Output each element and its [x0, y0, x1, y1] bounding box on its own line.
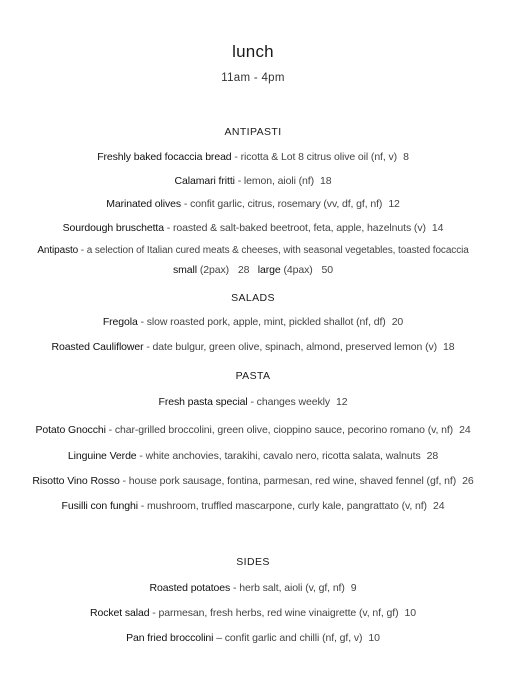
size-large-label: large — [257, 264, 281, 276]
item-description: - lemon, aioli (nf) — [234, 175, 314, 187]
item-description: - mushroom, truffled mascarpone, curly kale, pangrattato (v, nf) — [137, 500, 427, 512]
section-heading-salads: SALADS — [231, 292, 275, 304]
item-name: Freshly baked focaccia bread — [97, 151, 232, 163]
opening-hours: 11am - 4pm — [221, 72, 285, 84]
antipasto-sizes — [0, 264, 506, 276]
item-description: - roasted & salt-baked beetroot, feta, apple, hazelnuts (v) — [163, 222, 426, 234]
item-description: - parmesan, fresh herbs, red wine vinaigrette (v, nf, gf) — [149, 607, 399, 619]
menu-item — [0, 151, 506, 163]
size-small-price: 28 — [237, 264, 250, 276]
item-description: - ricotta & Lot 8 citrus olive oil (nf, v) — [231, 151, 398, 163]
item-name: Pan fried broccolini — [126, 632, 214, 644]
item-name: Fresh pasta special — [158, 396, 248, 408]
menu-item — [0, 632, 506, 644]
item-description: - herb salt, aioli (v, gf, nf) — [230, 582, 345, 594]
section-heading-antipasti: ANTIPASTI — [224, 126, 282, 138]
item-price: 9 — [350, 582, 357, 594]
item-description: - date bulgur, green olive, spinach, almond, preserved lemon (v) — [143, 341, 438, 353]
item-price: 12 — [388, 198, 400, 210]
item-name: Rocket salad — [89, 607, 150, 619]
item-price: 24 — [459, 424, 471, 436]
section-heading-sides: SIDES — [236, 556, 270, 568]
item-price: 26 — [462, 475, 474, 487]
item-name: Risotto Vino Rosso — [32, 475, 120, 487]
menu-item — [0, 607, 506, 619]
item-price: 18 — [443, 341, 455, 353]
item-price: 10 — [368, 632, 380, 644]
item-name: Potato Gnocchi — [35, 424, 106, 436]
size-small-pax: (2pax) — [199, 264, 230, 276]
menu-item — [0, 500, 506, 512]
item-name: Antipasto — [37, 245, 79, 256]
item-price: 14 — [431, 222, 444, 234]
menu-item — [0, 245, 506, 256]
menu-item — [0, 341, 506, 353]
size-large-pax: (4pax) — [283, 264, 313, 276]
menu-item — [0, 222, 506, 234]
section-heading-pasta: PASTA — [235, 370, 271, 382]
item-price: 20 — [391, 316, 404, 328]
item-name: Marinated olives — [106, 198, 182, 210]
item-name: Roasted Cauliflower — [51, 341, 144, 353]
item-name: Fusilli con funghi — [61, 500, 138, 512]
item-price: 10 — [404, 607, 416, 619]
item-name: Sourdough bruschetta — [62, 222, 164, 234]
item-price: 18 — [319, 175, 332, 187]
item-price: 28 — [426, 450, 439, 462]
menu-title: lunch — [232, 42, 274, 61]
menu-item — [0, 475, 506, 487]
item-price: 24 — [432, 500, 445, 512]
menu-item — [0, 316, 506, 328]
item-name: Roasted potatoes — [149, 582, 231, 594]
item-description: - slow roasted pork, apple, mint, pickled shallot (nf, df) — [137, 316, 386, 328]
item-name: Calamari fritti — [174, 175, 235, 187]
menu-item — [0, 198, 506, 210]
menu-item — [0, 582, 506, 594]
item-description: - house pork sausage, fontina, parmesan, red wine, shaved fennel (gf, nf) — [119, 475, 457, 487]
item-price: 12 — [336, 396, 348, 408]
menu-item — [0, 424, 506, 436]
menu-item — [0, 396, 506, 408]
item-description: - char-grilled broccolini, green olive, cioppino sauce, pecorino romano (v, nf) — [105, 424, 454, 436]
menu-item — [0, 175, 506, 187]
item-description: - changes weekly — [247, 396, 330, 408]
size-large-price: 50 — [321, 264, 333, 276]
item-description: - white anchovies, tarakihi, cavalo nero, ricotta salata, walnuts — [136, 450, 421, 462]
item-price: 8 — [403, 151, 409, 163]
item-description: – confit garlic and chilli (nf, gf, v) — [213, 632, 363, 644]
item-name: Fregola — [102, 316, 138, 328]
item-description: - a selection of Italian cured meats & cheeses, with seasonal vegetables, toasted focaccia — [78, 245, 469, 256]
menu-item — [0, 450, 506, 462]
size-small-label: small — [173, 264, 198, 276]
item-description: - confit garlic, citrus, rosemary (vv, df, gf, nf) — [181, 198, 383, 210]
item-name: Linguine Verde — [67, 450, 137, 462]
